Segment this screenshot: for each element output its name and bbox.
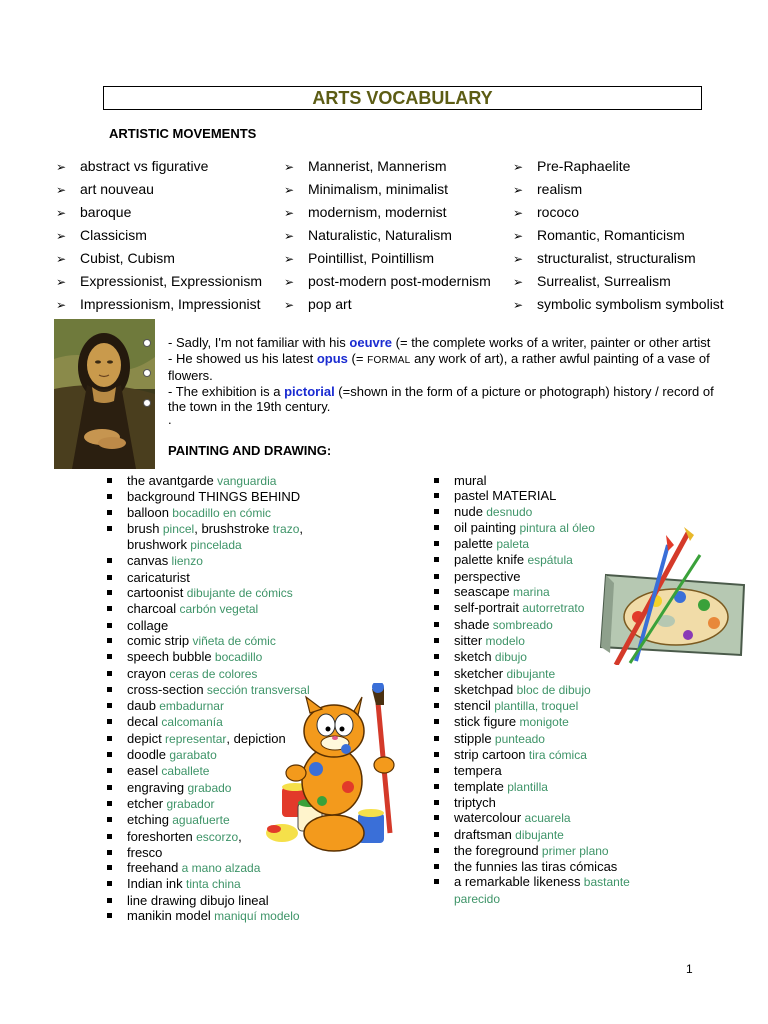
sentence-text: - Sadly, I'm not familiar with his [168, 335, 350, 350]
english-term: etcher [127, 795, 164, 811]
arrow-bullet-icon: ➢ [284, 183, 295, 197]
arrow-bullet-icon: ➢ [284, 229, 295, 243]
vocab-item [105, 876, 345, 892]
movement-label: Naturalistic, Naturalism [308, 227, 452, 243]
english-term: oil painting [454, 519, 517, 535]
spanish-translation: representar [161, 731, 227, 746]
arrow-bullet-icon: ➢ [513, 206, 524, 220]
arrow-bullet-icon: ➢ [56, 183, 67, 197]
english-term: draftsman [454, 826, 512, 842]
english-term: stipple [454, 730, 492, 746]
page-number: 1 [686, 962, 693, 976]
english-term: caricaturist [127, 569, 190, 585]
vocab-item [432, 795, 667, 810]
english-term: charcoal [127, 601, 177, 617]
spanish-translation: autorretrato [519, 601, 585, 616]
vocab-item [432, 827, 667, 843]
movement-label: modernism, modernist [308, 204, 447, 220]
stray-dot: . [168, 411, 172, 427]
bullet-circle-3 [143, 399, 151, 407]
english-term: shade [454, 616, 490, 632]
vocab-item [105, 860, 345, 876]
english-term: , [238, 828, 242, 844]
movement-label: Cubist, Cubism [80, 250, 175, 266]
spanish-translation: plantilla [503, 779, 548, 794]
movement-item [284, 248, 491, 271]
english-term: stencil [454, 698, 491, 714]
sentence-text: - The exhibition is a [168, 383, 285, 399]
movement-label: structuralist, structuralism [537, 250, 696, 266]
vocab-item [105, 666, 345, 682]
vocab-item [432, 473, 667, 488]
english-term: depict [127, 730, 162, 746]
english-term: easel [127, 763, 159, 779]
arrow-bullet-icon: ➢ [56, 252, 67, 266]
english-term: etching [127, 812, 169, 828]
movement-item [284, 294, 491, 317]
vocab-item [432, 698, 667, 714]
movement-item [284, 179, 491, 202]
spanish-translation: paleta [493, 537, 530, 552]
movement-item [56, 294, 262, 317]
sentence-pictorial [168, 384, 728, 415]
vocab-item [105, 521, 345, 554]
movement-label: Expressionist, Expressionism [80, 273, 263, 289]
movement-label: Classicism [80, 227, 147, 243]
english-term: a remarkable likeness [454, 874, 581, 890]
vocab-item [105, 618, 345, 633]
english-term: freehand [127, 860, 179, 876]
spanish-translation: garabato [166, 748, 217, 763]
english-term: canvas [127, 553, 169, 569]
vocab-item [432, 731, 667, 747]
spanish-translation: a mano alzada [178, 861, 261, 876]
vocab-item [105, 505, 345, 521]
arrow-bullet-icon: ➢ [284, 252, 295, 266]
movement-label: Mannerist, Mannerism [308, 158, 447, 174]
english-term: las tiras cómicas [517, 859, 618, 875]
spanish-translation: dibujante de cómics [183, 586, 293, 601]
movements-heading: ARTISTIC MOVEMENTS [109, 126, 257, 141]
movement-item [284, 225, 491, 248]
english-term: sketch [454, 649, 492, 665]
english-term: speech bubble [127, 649, 212, 665]
english-term: manikin model [127, 908, 211, 924]
english-term: sitter [454, 632, 483, 648]
english-term: engraving [127, 779, 185, 795]
movement-item [513, 156, 724, 179]
spanish-translation: pincel [159, 521, 195, 536]
english-term: collage [127, 617, 169, 633]
vocab-item [432, 763, 667, 778]
arrow-bullet-icon: ➢ [56, 298, 67, 312]
sentence-text: (=shown in the form of a picture or photograph) history / record of the town in the 19th century. [168, 383, 714, 414]
spanish-translation: punteado [491, 731, 545, 746]
english-term: crayon [127, 665, 167, 681]
vocab-item [105, 585, 345, 601]
movement-label: Impressionism, Impressionist [80, 296, 261, 312]
spanish-translation: ceras de colores [166, 666, 258, 681]
spanish-translation: calcomanía [158, 715, 223, 730]
vocab-item [105, 649, 345, 665]
movement-item [284, 271, 491, 294]
vocab-item [432, 666, 667, 682]
english-term: strip cartoon [454, 747, 526, 763]
movement-item [56, 179, 262, 202]
spanish-translation: embadurnar [155, 699, 224, 714]
vocab-item [432, 874, 667, 907]
movement-item [513, 179, 724, 202]
spanish-translation: pintura al óleo [516, 520, 595, 535]
english-term: self-portrait [454, 600, 520, 616]
vocab-item [105, 473, 345, 489]
palette-and-brushes-image [596, 525, 748, 665]
spanish-translation: bocadillo en cómic [168, 505, 271, 520]
english-term: pastel MATERIAL [454, 488, 557, 504]
movement-label: baroque [80, 204, 132, 220]
vocab-item [432, 682, 667, 698]
spanish-translation: desnudo [482, 504, 533, 519]
english-term: the avantgarde [127, 473, 214, 488]
english-term: cross-section [127, 681, 204, 697]
spanish-translation: espátula [524, 553, 573, 568]
english-term: decal [127, 714, 159, 730]
vocab-item [432, 779, 667, 795]
movement-label: Pre-Raphaelite [537, 158, 631, 174]
english-term: dibujo lineal [196, 892, 269, 908]
movement-label: Minimalism, minimalist [308, 181, 449, 197]
formal-label: FORMAL [367, 354, 411, 366]
arrow-bullet-icon: ➢ [513, 183, 524, 197]
english-term: palette knife [454, 552, 525, 568]
english-term: triptych [454, 794, 496, 810]
spanish-translation: tinta china [182, 877, 241, 892]
spanish-translation: modelo [482, 633, 525, 648]
english-term: balloon [127, 504, 169, 520]
spanish-translation: caballete [158, 764, 210, 779]
movement-label: rococo [537, 204, 580, 220]
vocab-item [105, 908, 345, 924]
spanish-translation: dibujante [503, 666, 556, 681]
vocab-item [432, 810, 667, 826]
sentence-text: any work of art), a rather awful painting of a vase of flowers. [168, 350, 710, 383]
page-title: ARTS VOCABULARY [103, 86, 702, 110]
movements-column-2 [284, 156, 491, 317]
movement-item [513, 225, 724, 248]
movement-item [56, 225, 262, 248]
movement-label: abstract vs figurative [80, 158, 209, 174]
arrow-bullet-icon: ➢ [284, 298, 295, 312]
vocab-item [432, 504, 667, 520]
english-term: comic strip [127, 632, 190, 648]
english-term: brush [127, 520, 160, 536]
english-term: watercolour [454, 810, 522, 826]
english-term: fresco [127, 844, 163, 860]
movement-label: realism [537, 181, 583, 197]
arrow-bullet-icon: ➢ [56, 229, 67, 243]
spanish-translation: bocadillo [211, 650, 263, 665]
movement-label: post-modern post-modernism [308, 273, 491, 289]
english-term: , brushstroke [194, 520, 270, 536]
bullet-circle-2 [143, 369, 151, 377]
movement-label: symbolic symbolism symbolist [537, 296, 724, 312]
movement-item [513, 271, 724, 294]
english-term: perspective [454, 568, 521, 584]
vocab-item [432, 843, 667, 859]
english-term: seascape [454, 584, 510, 600]
spanish-translation: monigote [516, 715, 569, 730]
spanish-translation: maniquí modelo [210, 909, 300, 924]
english-term: template [454, 778, 504, 794]
vocab-item [105, 570, 345, 585]
english-term: mural [454, 473, 487, 488]
english-term: nude [454, 503, 483, 519]
english-term: the funnies [454, 859, 518, 875]
spanish-translation: dibujo [491, 650, 527, 665]
spanish-translation: bastante parecido [454, 875, 630, 906]
movement-item [56, 248, 262, 271]
vocab-item [432, 488, 667, 503]
english-term: stick figure [454, 714, 517, 730]
movement-label: Surrealist, Surrealism [537, 273, 671, 289]
movement-label: Pointillist, Pointillism [308, 250, 435, 266]
spanish-translation: tira cómica [525, 748, 587, 763]
movement-item [56, 156, 262, 179]
english-term: foreshorten [127, 828, 193, 844]
vocab-item [105, 633, 345, 649]
spanish-translation: grabador [163, 796, 215, 811]
vocab-item [105, 489, 345, 504]
painting-heading: PAINTING AND DRAWING: [168, 443, 332, 458]
arrow-bullet-icon: ➢ [284, 206, 295, 220]
spanish-translation: pincelada [186, 538, 242, 553]
spanish-translation: aguafuerte [168, 813, 230, 828]
movement-label: Romantic, Romanticism [537, 227, 685, 243]
keyword-oeuvre: oeuvre [349, 335, 393, 350]
keyword-pictorial: pictorial [284, 383, 335, 399]
spanish-translation: bloc de dibujo [513, 682, 591, 697]
vocab-item [105, 601, 345, 617]
english-term: palette [454, 536, 494, 552]
movements-column-3 [513, 156, 724, 317]
movement-item [513, 202, 724, 225]
movement-item [56, 202, 262, 225]
vocab-item [105, 893, 345, 908]
spanish-translation: vanguardia [213, 474, 277, 488]
movement-item [56, 271, 262, 294]
spanish-translation: lienzo [168, 554, 203, 569]
arrow-bullet-icon: ➢ [513, 160, 524, 174]
sentence-text: (= the complete works of a writer, painter or other artist [392, 335, 711, 350]
arrow-bullet-icon: ➢ [513, 252, 524, 266]
english-term: sketchpad [454, 681, 514, 697]
arrow-bullet-icon: ➢ [56, 160, 67, 174]
garfield-painter-image [262, 683, 412, 855]
spanish-translation: grabado [184, 780, 232, 795]
sentence-opus [168, 351, 728, 384]
spanish-translation: trazo [269, 521, 300, 536]
movements-column-1 [56, 156, 262, 317]
movement-item [284, 156, 491, 179]
example-sentences [168, 335, 728, 425]
vocab-item [432, 859, 667, 874]
english-term: the foreground [454, 842, 539, 858]
movement-item [513, 294, 724, 317]
vocab-item [432, 714, 667, 730]
sentence-oeuvre [168, 335, 728, 351]
movement-item [513, 248, 724, 271]
english-term: tempera [454, 763, 502, 779]
sentence-text: (= [347, 350, 368, 366]
movement-label: art nouveau [80, 181, 154, 197]
arrow-bullet-icon: ➢ [56, 206, 67, 220]
english-term: , brushwork [127, 520, 304, 553]
spanish-translation: sombreado [489, 617, 553, 632]
arrow-bullet-icon: ➢ [284, 160, 295, 174]
movement-label: pop art [308, 296, 352, 312]
spanish-translation: dibujante [511, 827, 564, 842]
vocab-item [105, 553, 345, 569]
mona-lisa-image [54, 319, 155, 469]
english-term: doodle [127, 747, 167, 763]
arrow-bullet-icon: ➢ [56, 275, 67, 289]
spanish-translation: sección transversal [203, 682, 310, 697]
sentence-text: - He showed us his latest [168, 350, 317, 366]
arrow-bullet-icon: ➢ [513, 229, 524, 243]
english-term: daub [127, 698, 156, 714]
spanish-translation: plantilla, troquel [490, 699, 579, 714]
arrow-bullet-icon: ➢ [284, 275, 295, 289]
movement-item [284, 202, 491, 225]
english-term: sketcher [454, 665, 504, 681]
spanish-translation: primer plano [538, 843, 609, 858]
spanish-translation: viñeta de cómic [189, 633, 276, 648]
english-term: , depiction [226, 730, 286, 746]
spanish-translation: escorzo [192, 829, 239, 844]
english-term: line drawing [127, 892, 197, 908]
english-term: background THINGS BEHIND [127, 489, 301, 505]
arrow-bullet-icon: ➢ [513, 275, 524, 289]
english-term: Indian ink [127, 876, 183, 892]
spanish-translation: acuarela [521, 811, 571, 826]
vocab-item [432, 747, 667, 763]
english-term: cartoonist [127, 585, 184, 601]
spanish-translation: marina [509, 585, 550, 600]
arrow-bullet-icon: ➢ [513, 298, 524, 312]
keyword-opus: opus [316, 350, 348, 366]
bullet-circle-1 [143, 339, 151, 347]
spanish-translation: carbón vegetal [176, 602, 259, 617]
